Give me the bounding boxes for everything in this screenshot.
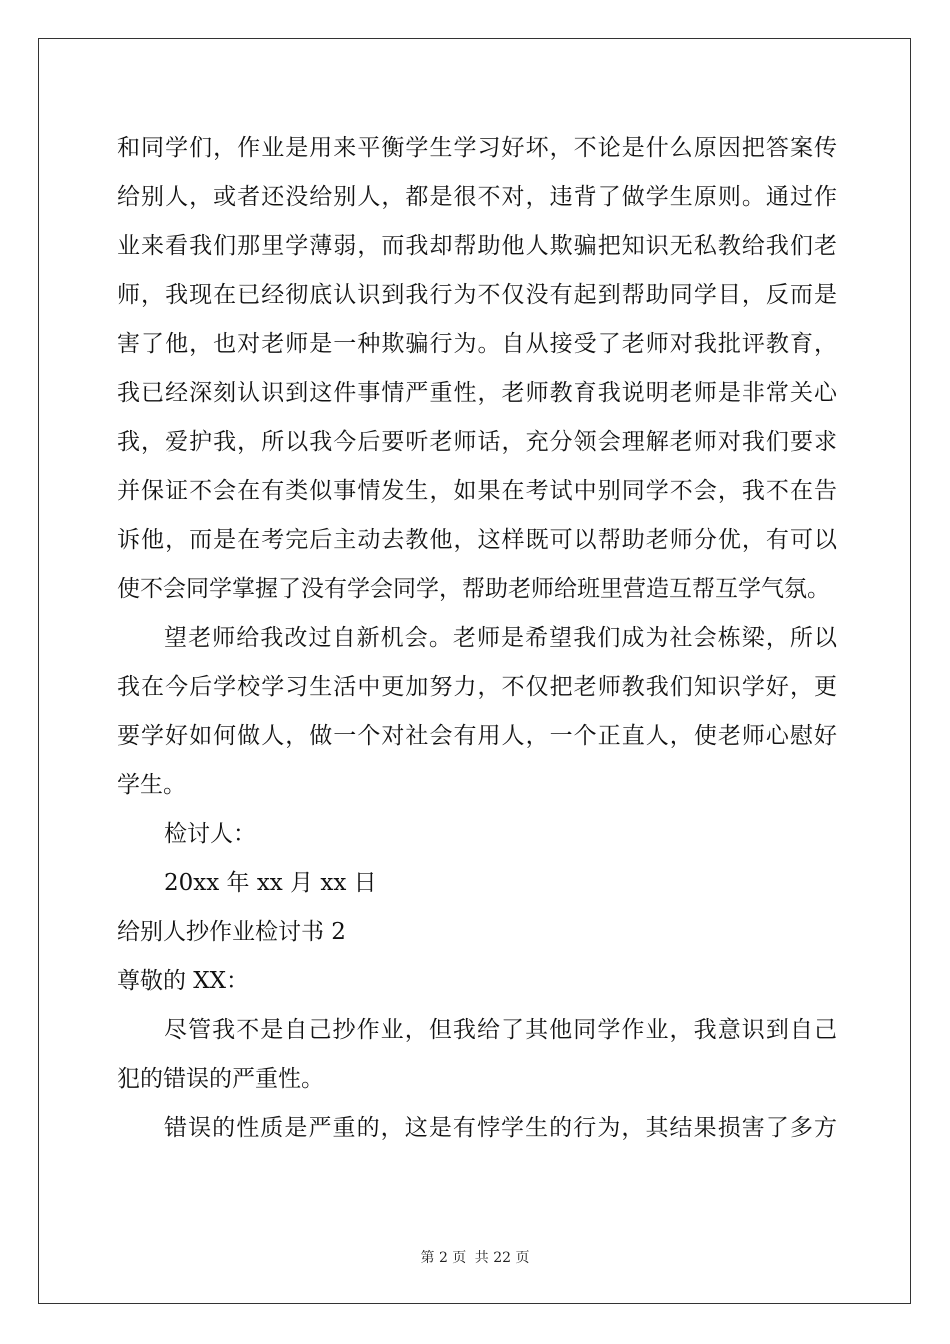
text-line: 害了他，也对老师是一种欺骗行为。自从接受了老师对我批评教育，	[117, 331, 837, 357]
text-line: 错误的性质是严重的，这是有悖学生的行为，其结果损害了多方	[164, 1115, 837, 1141]
text-line: 犯的错误的严重性。	[117, 1066, 324, 1092]
section-title: 给别人抄作业检讨书 2	[117, 919, 346, 945]
total-pages: 共 22 页	[474, 1250, 530, 1266]
text-line: 给别人，或者还没给别人，都是很不对，违背了做学生原则。通过作	[117, 184, 837, 210]
page-footer	[0, 1247, 950, 1267]
signature-date: 20xx 年 xx 月 xx 日	[164, 870, 377, 896]
text-line: 要学好如何做人，做一个对社会有用人，一个正直人，使老师心慰好	[117, 723, 837, 749]
document-body	[117, 124, 837, 1153]
text-line: 我已经深刻认识到这件事情严重性，老师教育我说明老师是非常关心	[117, 380, 837, 406]
text-line: 和同学们，作业是用来平衡学生学习好坏，不论是什么原因把答案传	[117, 135, 837, 161]
text-line: 并保证不会在有类似事情发生，如果在考试中别同学不会，我不在告	[117, 478, 837, 504]
text-line: 使不会同学掌握了没有学会同学，帮助老师给班里营造互帮互学气氛。	[117, 576, 830, 602]
page-number: 第 2 页	[420, 1250, 467, 1266]
text-line: 望老师给我改过自新机会。老师是希望我们成为社会栋梁，所以	[164, 625, 837, 651]
text-line: 诉他，而是在考完后主动去教他，这样既可以帮助老师分优，有可以	[117, 527, 837, 553]
text-line: 我，爱护我，所以我今后要听老师话，充分领会理解老师对我们要求	[117, 429, 837, 455]
text-line: 我在今后学校学习生活中更加努力，不仅把老师教我们知识学好，更	[117, 674, 837, 700]
paragraph-4	[117, 1104, 837, 1153]
text-line: 学生。	[117, 772, 186, 798]
text-line: 尽管我不是自己抄作业，但我给了其他同学作业，我意识到自己	[164, 1017, 837, 1043]
paragraph-1	[117, 124, 837, 614]
paragraph-2	[117, 614, 837, 810]
salutation: 尊敬的 XX：	[117, 968, 250, 994]
signature-label: 检讨人：	[164, 821, 256, 847]
text-line: 业来看我们那里学薄弱，而我却帮助他人欺骗把知识无私教给我们老	[117, 233, 837, 259]
paragraph-3	[117, 1006, 837, 1104]
text-line: 师，我现在已经彻底认识到我行为不仅没有起到帮助同学目，反而是	[117, 282, 837, 308]
